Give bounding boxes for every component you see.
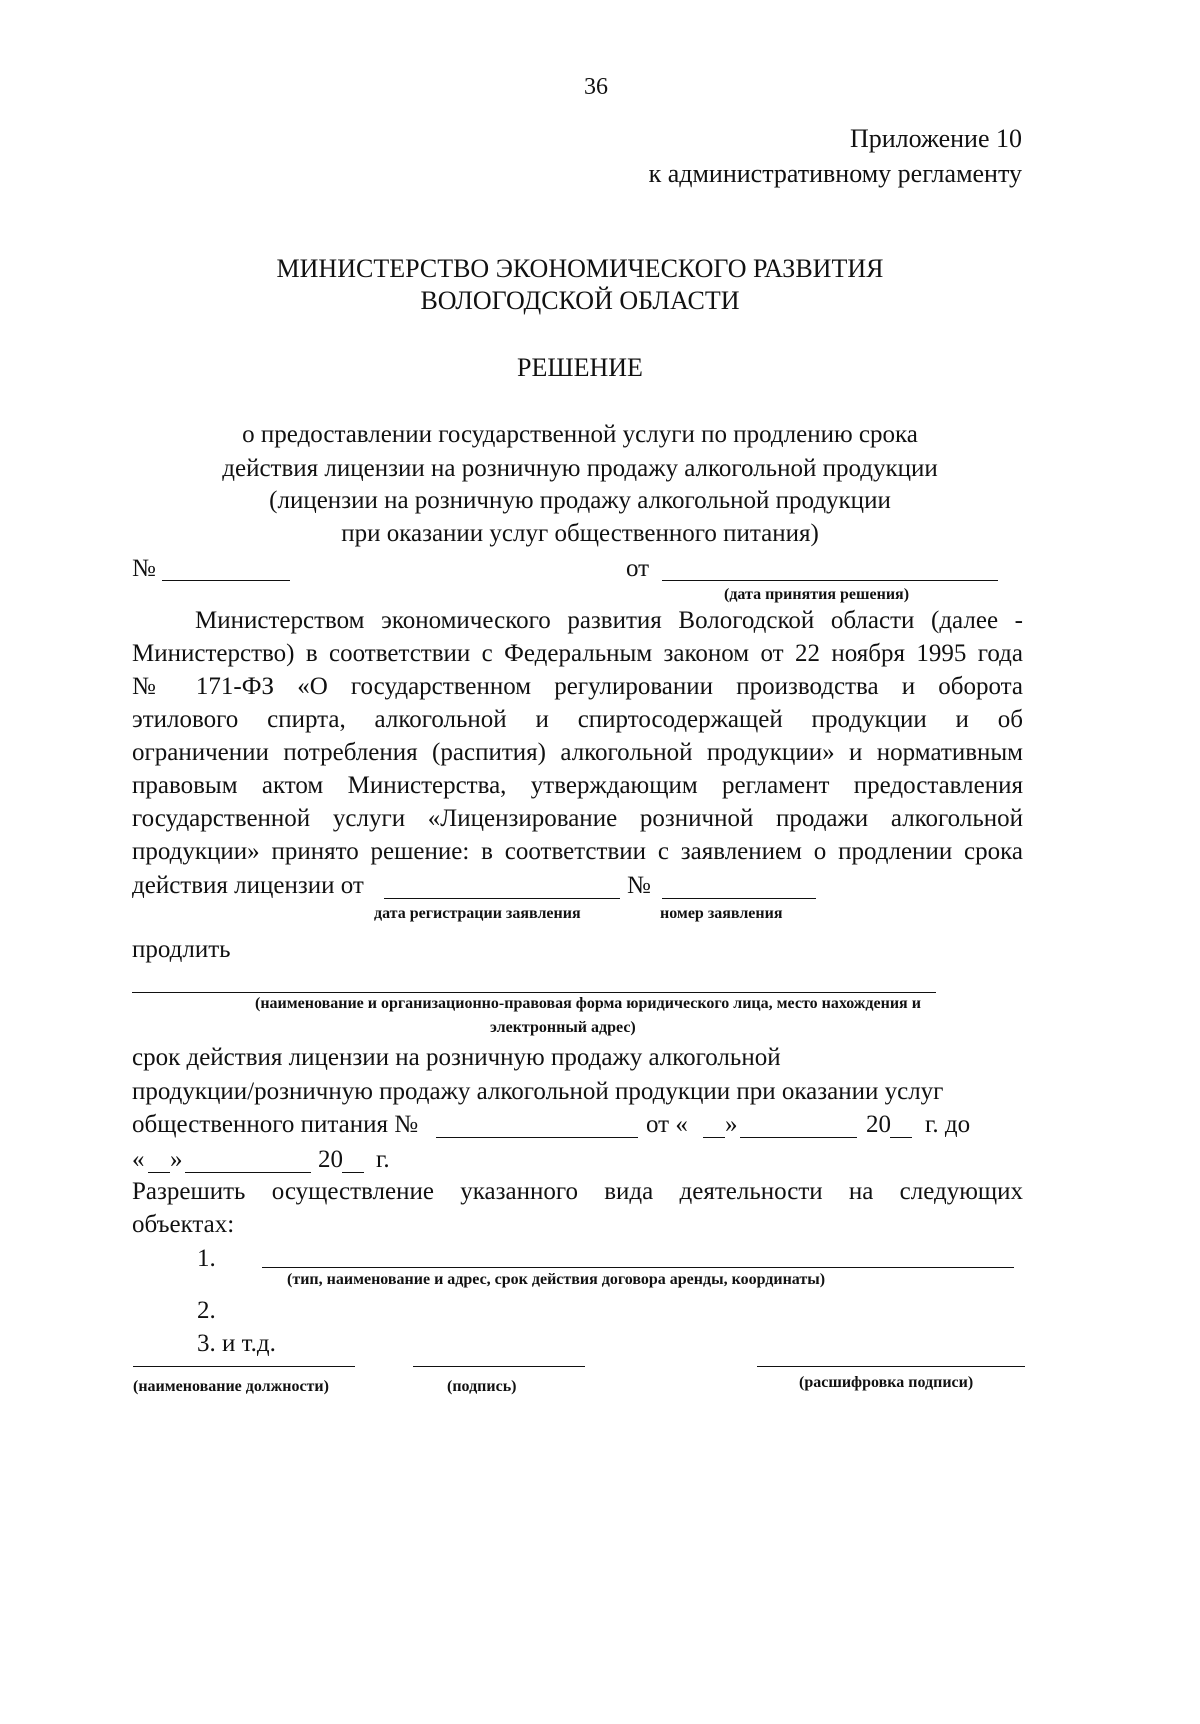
body-line5: ограничении потребления (распития) алкогольной продукции» и нормативным xyxy=(132,739,1023,766)
body-line8: продукции» принято решение: в соответствии с заявлением о продлении срока xyxy=(132,838,1023,865)
term-until-open: « xyxy=(132,1146,145,1173)
decision-date-label: от xyxy=(626,555,650,582)
body-line1: Министерством экономического развития Вологодской области (далее - xyxy=(195,607,1023,634)
term-from-open: от « xyxy=(646,1111,688,1138)
term-until-end: г. xyxy=(376,1146,390,1173)
license-number-field[interactable] xyxy=(436,1137,638,1138)
signature-decoding-field[interactable] xyxy=(757,1366,1025,1367)
appendix-subtitle: к административному регламенту xyxy=(648,159,1022,188)
decision-title: РЕШЕНИЕ xyxy=(517,353,643,382)
decision-date-caption: (дата принятия решения) xyxy=(724,586,910,603)
until-day-field[interactable] xyxy=(148,1172,170,1173)
permit-line1: Разрешить осуществление указанного вида деятельности на следующих xyxy=(132,1178,1023,1205)
permit-item-3: 3. и т.д. xyxy=(197,1330,276,1357)
application-number-field[interactable] xyxy=(662,898,816,899)
page-number: 36 xyxy=(584,74,608,100)
license-day-field[interactable] xyxy=(703,1137,725,1138)
application-number-caption: номер заявления xyxy=(660,905,783,922)
application-date-caption: дата регистрации заявления xyxy=(374,905,581,922)
permit-item-caption: (тип, наименование и адрес, срок действия договора аренды, координаты) xyxy=(287,1271,826,1288)
term-line2: продукции/розничную продажу алкогольной продукции при оказании услуг xyxy=(132,1078,944,1105)
term-until-close: » xyxy=(170,1146,183,1173)
signature-field[interactable] xyxy=(413,1366,585,1367)
subject-line2: действия лицензии на розничную продажу алкогольной продукции xyxy=(222,455,938,482)
body-line9-prefix: действия лицензии от xyxy=(132,872,364,899)
permit-item-1-field[interactable] xyxy=(262,1267,1014,1268)
term-from-close: » xyxy=(725,1111,738,1138)
application-date-field[interactable] xyxy=(384,898,620,899)
body-line3: № 171-ФЗ «О государственном регулировании производства и оборота xyxy=(132,673,1023,700)
body-line2: Министерство) в соответствии с Федеральным законом от 22 ноября 1995 года xyxy=(132,640,1023,667)
ministry-name-line1: МИНИСТЕРСТВО ЭКОНОМИЧЕСКОГО РАЗВИТИЯ xyxy=(276,254,884,283)
term-until-label: г. до xyxy=(925,1111,971,1138)
permit-line2: объектах: xyxy=(132,1211,235,1238)
signature-decoding-caption: (расшифровка подписи) xyxy=(799,1374,974,1391)
subject-line1: о предоставлении государственной услуги по продлению срока xyxy=(242,421,918,448)
decision-number-field[interactable] xyxy=(162,580,290,581)
term-until-year: 20 xyxy=(318,1146,343,1173)
extend-label: продлить xyxy=(132,936,231,963)
signature-caption: (подпись) xyxy=(447,1378,517,1395)
application-number-label: № xyxy=(627,872,651,899)
subject-line3: (лицензии на розничную продажу алкогольной продукции xyxy=(269,487,891,514)
position-field[interactable] xyxy=(133,1366,355,1367)
position-caption: (наименование должности) xyxy=(133,1378,329,1395)
permit-item-2: 2. xyxy=(197,1297,216,1324)
licensee-caption-line1: (наименование и организационно-правовая форма юридического лица, место нахождения и xyxy=(255,995,921,1012)
term-from-year: 20 xyxy=(866,1111,891,1138)
subject-line4: при оказании услуг общественного питания) xyxy=(341,520,819,547)
license-year-field[interactable] xyxy=(890,1137,912,1138)
decision-date-field[interactable] xyxy=(662,580,998,581)
term-line1: срок действия лицензии на розничную продажу алкогольной xyxy=(132,1044,781,1071)
term-line3-prefix: общественного питания № xyxy=(132,1111,419,1138)
appendix-title: Приложение 10 xyxy=(849,124,1022,153)
body-line4: этилового спирта, алкогольной и спиртосодержащей продукции и об xyxy=(132,706,1023,733)
until-year-field[interactable] xyxy=(342,1172,364,1173)
decision-number-label: № xyxy=(132,555,156,582)
licensee-caption-line2: электронный адрес) xyxy=(490,1019,636,1036)
ministry-name-line2: ВОЛОГОДСКОЙ ОБЛАСТИ xyxy=(420,286,740,315)
body-line6: правовым актом Министерства, утверждающим регламент предоставления xyxy=(132,772,1023,799)
until-month-field[interactable] xyxy=(185,1172,311,1173)
body-line7: государственной услуги «Лицензирование розничной продажи алкогольной xyxy=(132,805,1023,832)
licensee-field[interactable] xyxy=(132,992,936,993)
permit-item-1: 1. xyxy=(197,1245,216,1272)
license-month-field[interactable] xyxy=(740,1137,857,1138)
